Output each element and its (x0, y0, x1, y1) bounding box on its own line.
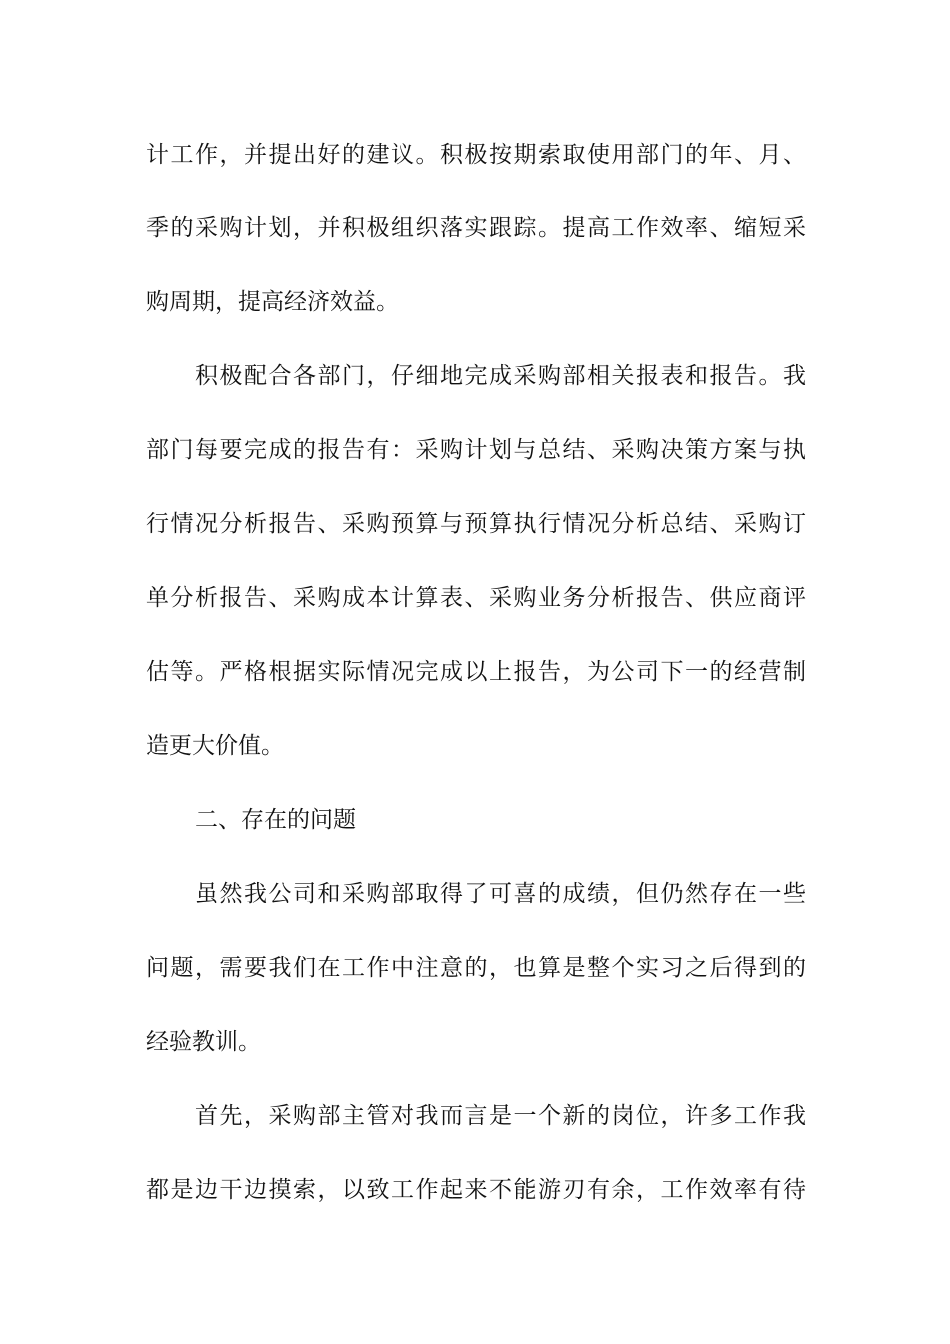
paragraph-2-line-5: 估等。严格根据实际情况完成以上报告，为公司下一的经营制 (146, 659, 806, 685)
paragraph-3-line-1: 虽然我公司和采购部取得了可喜的成绩，但仍然存在一些 (195, 881, 806, 907)
section-heading: 二、存在的问题 (195, 807, 356, 833)
paragraph-1-line-3: 购周期，提高经济效益。 (146, 289, 399, 315)
paragraph-1-line-1: 计工作，并提出好的建议。积极按期索取使用部门的年、月、 (146, 142, 806, 168)
paragraph-2-line-6: 造更大价值。 (146, 733, 284, 759)
paragraph-1-line-2: 季的采购计划，并积极组织落实跟踪。提高工作效率、缩短采 (146, 215, 806, 241)
paragraph-2-line-1: 积极配合各部门，仔细地完成采购部相关报表和报告。我 (195, 363, 806, 389)
paragraph-4-line-1: 首先，采购部主管对我而言是一个新的岗位，许多工作我 (195, 1103, 806, 1129)
paragraph-2-line-3: 行情况分析报告、采购预算与预算执行情况分析总结、采购订 (146, 511, 806, 537)
paragraph-2-line-2: 部门每要完成的报告有：采购计划与总结、采购决策方案与执 (146, 437, 806, 463)
paragraph-2-line-4: 单分析报告、采购成本计算表、采购业务分析报告、供应商评 (146, 585, 806, 611)
paragraph-4-line-2: 都是边干边摸索，以致工作起来不能游刃有余，工作效率有待 (146, 1177, 806, 1203)
paragraph-3-line-2: 问题，需要我们在工作中注意的，也算是整个实习之后得到的 (146, 955, 806, 981)
paragraph-3-line-3: 经验教训。 (146, 1029, 261, 1055)
